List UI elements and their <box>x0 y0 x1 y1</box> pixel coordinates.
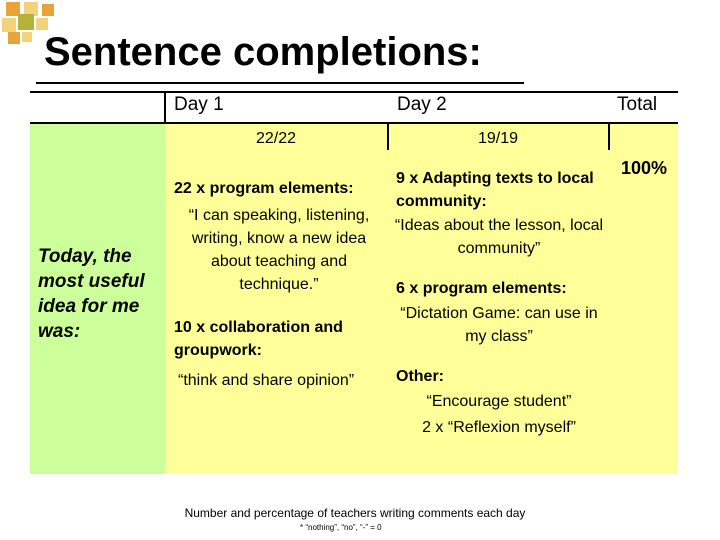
day1-collaboration: 10 x collaboration and groupwork: <box>174 319 343 359</box>
day1-collaboration-quote: “think and share opinion” <box>178 372 355 389</box>
deco-square <box>22 32 32 42</box>
day2-score: 19/19 <box>477 130 519 147</box>
table-top-border <box>30 91 678 93</box>
table-caption: Number and percentage of teachers writing comments each day <box>184 506 526 520</box>
day2-adapting: 9 x Adapting texts to local community: <box>396 170 594 210</box>
column-header-day2: Day 2 <box>397 94 447 115</box>
day2-other: Other: <box>396 368 444 385</box>
day1-program-quote: “I can speaking, listening, writing, know a new idea about teaching and technique.” <box>188 207 370 293</box>
column-header-day1: Day 1 <box>174 94 224 115</box>
deco-square <box>42 4 54 16</box>
deco-square <box>18 14 34 30</box>
row-label: Today, the most useful idea for me was: <box>38 246 145 342</box>
column-header-total: Total <box>617 94 658 115</box>
deco-square <box>2 18 16 32</box>
day1-program-elements: 22 x program elements: <box>174 180 354 197</box>
day1-score: 22/22 <box>255 130 297 147</box>
day2-adapting-quote: “Ideas about the lesson, local community” <box>394 217 604 257</box>
header-bottom-border <box>30 122 678 124</box>
day2-program-quote: “Dictation Game: can use in my class” <box>400 305 598 345</box>
day2-other-quote2: 2 x “Reflexion myself” <box>422 419 576 436</box>
total-value: 100% <box>620 158 668 178</box>
deco-square <box>36 18 48 30</box>
footnote: * “nothing”, “no”, “-” = 0 <box>300 523 382 532</box>
title-underline <box>36 82 524 84</box>
day2-program-elements: 6 x program elements: <box>396 280 567 297</box>
header-divider <box>164 91 166 124</box>
day2-other-quote1: “Encourage student” <box>426 393 572 410</box>
deco-square <box>8 32 20 44</box>
page-title: Sentence completions: <box>44 30 482 74</box>
